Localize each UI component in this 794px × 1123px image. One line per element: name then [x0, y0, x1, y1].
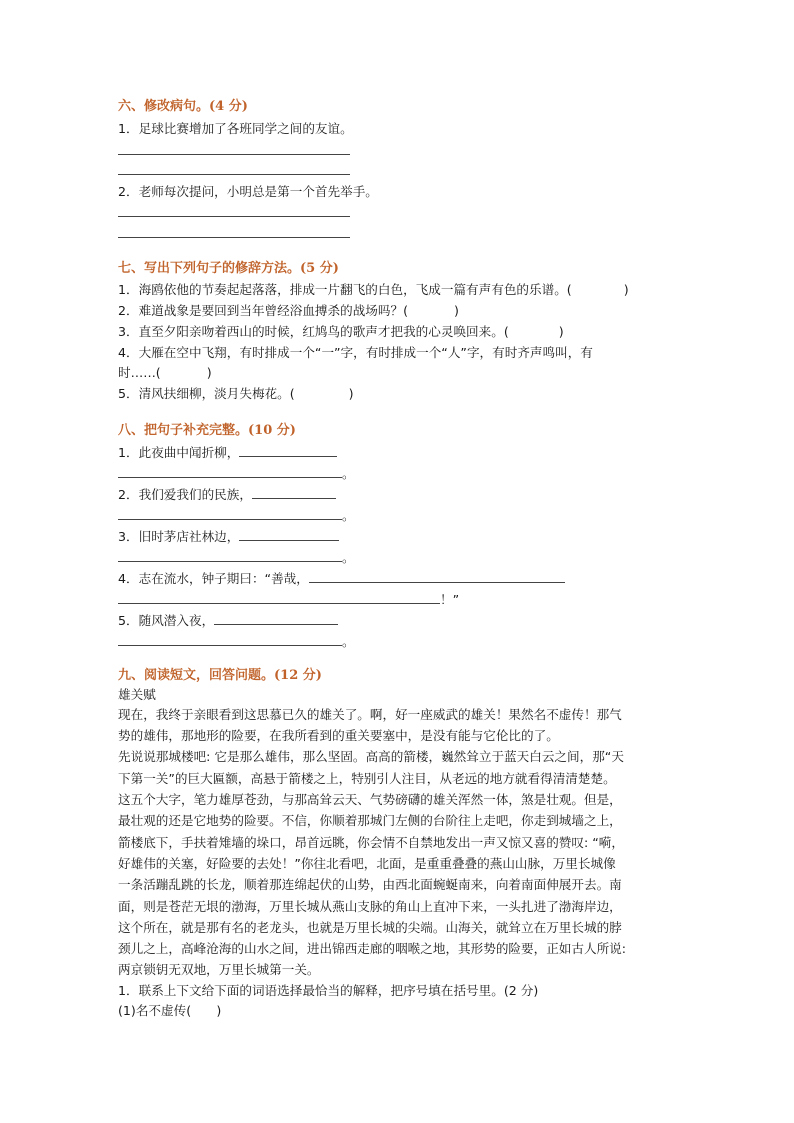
article-line: 下第一关”的巨大匾额，高悬于箭楼之上，特别引人注目，从老远的地方就看得清清楚楚。 [118, 771, 616, 786]
s7-question-1: 1．海鸥依他的节奏起起落落，排成一片翻飞的白色，飞成一篇有声有色的乐谱。( ) [118, 282, 629, 297]
s6-question-2: 2．老师每次提问，小明总是第一个首先举手。 [118, 184, 378, 199]
answer-blank[interactable] [118, 632, 342, 646]
s9-question-1: 1．联系上下文给下面的词语选择最恰当的解释，把序号填在括号里。(2 分) [118, 983, 539, 998]
s7-question-4: 4．大雁在空中飞翔，有时排成一个“一”字，有时排成一个“人”字，有时齐声鸣叫，有 [118, 345, 593, 360]
section-7-title: 七、写出下列句子的修辞方法。(5 分) [118, 261, 339, 276]
article-line: 面，则是苍茫无垠的渤海，万里长城从燕山支脉的角山上直冲下来，一头扎进了渤海岸边， [118, 899, 622, 914]
s9-question-1-item-1: (1)名不虚传( ) [118, 1003, 222, 1018]
article-line: 这个所在，就是那有名的老龙头，也就是万里长城的尖端。山海关，就耸立在万里长城的脖 [118, 920, 622, 935]
s8-question-4-cont: ！” [118, 590, 459, 608]
article-line: 现在，我终于亲眼看到这思慕已久的雄关了。啊，好一座威武的雄关！果然名不虚传！那气 [118, 707, 622, 722]
s7-question-4-cont: 时……( ) [118, 365, 212, 380]
s8-question-4: 4．志在流水，钟子期曰：“善哉， [118, 569, 565, 587]
answer-line[interactable] [118, 237, 350, 238]
s8-question-3-cont: 。 [118, 548, 355, 566]
answer-line[interactable] [118, 154, 350, 155]
article-line: 好雄伟的关塞，好险要的去处！”你往北看吧，北面，是重重叠叠的燕山山脉，万里长城像 [118, 856, 616, 871]
s8-question-1-cont: 。 [118, 464, 355, 482]
article-line: 箭楼底下，手扶着雉墙的垛口，昂首远眺，你会情不自禁地发出一声又惊又喜的赞叹: “嗬， [118, 835, 624, 850]
s7-question-2: 2．难道战象是要回到当年曾经浴血搏杀的战场吗？( ) [118, 303, 459, 318]
answer-line[interactable] [118, 216, 350, 217]
article-line: 这五个大字，笔力雄厚苍劲，与那高耸云天、气势磅礴的雄关浑然一体，煞是壮观。但是， [118, 792, 622, 807]
answer-blank[interactable] [309, 569, 565, 583]
answer-blank[interactable] [239, 527, 339, 541]
article-line: 势的雄伟，那地形的险要，在我所看到的重关要塞中，是没有能与它伦比的了。 [118, 728, 559, 743]
answer-blank[interactable] [239, 443, 337, 457]
answer-line[interactable] [118, 174, 350, 175]
answer-blank[interactable] [118, 506, 342, 520]
s8-question-2: 2．我们爱我们的民族， [118, 485, 336, 503]
s6-question-1: 1．足球比赛增加了各班同学之间的友谊。 [118, 121, 353, 136]
answer-blank[interactable] [118, 548, 342, 562]
article-line: 一条活蹦乱跳的长龙，顺着那连绵起伏的山势，由西北面蜿蜒南来，向着南面伸展开去。南 [118, 877, 622, 892]
section-9-title: 九、阅读短文，回答问题。(12 分) [118, 668, 322, 683]
answer-blank[interactable] [118, 464, 342, 478]
article-title: 雄关赋 [118, 687, 156, 702]
article-line: 两京锁钥无双地，万里长城第一关。 [118, 962, 320, 977]
answer-blank[interactable] [118, 590, 440, 604]
s8-question-5: 5．随风潜入夜， [118, 611, 338, 629]
article-line: 最壮观的还是它地势的险要。不信，你顺着那城门左侧的台阶往上走吧，你走到城墙之上， [118, 813, 622, 828]
s7-question-3: 3．直至夕阳亲吻着西山的时候，红鸠鸟的歌声才把我的心灵唤回来。( ) [118, 324, 564, 339]
s7-question-5: 5．清风扶细柳，淡月失梅花。( ) [118, 386, 354, 401]
s8-question-2-cont: 。 [118, 506, 355, 524]
answer-blank[interactable] [214, 611, 338, 625]
s8-question-3: 3．旧时茅店社林边， [118, 527, 339, 545]
article-line: 先说说那城楼吧: 它是那么雄伟，那么坚固。高高的箭楼，巍然耸立于蓝天白云之间，那“天 [118, 749, 624, 764]
section-6-title: 六、修改病句。(4 分) [118, 99, 248, 114]
s8-question-5-cont: 。 [118, 632, 355, 650]
section-8-title: 八、把句子补充完整。(10 分) [118, 423, 296, 438]
answer-blank[interactable] [252, 485, 336, 499]
s8-question-1: 1．此夜曲中闻折柳， [118, 443, 337, 461]
article-line: 颈儿之上，高峰沧海的山水之间，进出锦西走廊的咽喉之地，其形势的险要，正如古人所说: [118, 941, 626, 956]
